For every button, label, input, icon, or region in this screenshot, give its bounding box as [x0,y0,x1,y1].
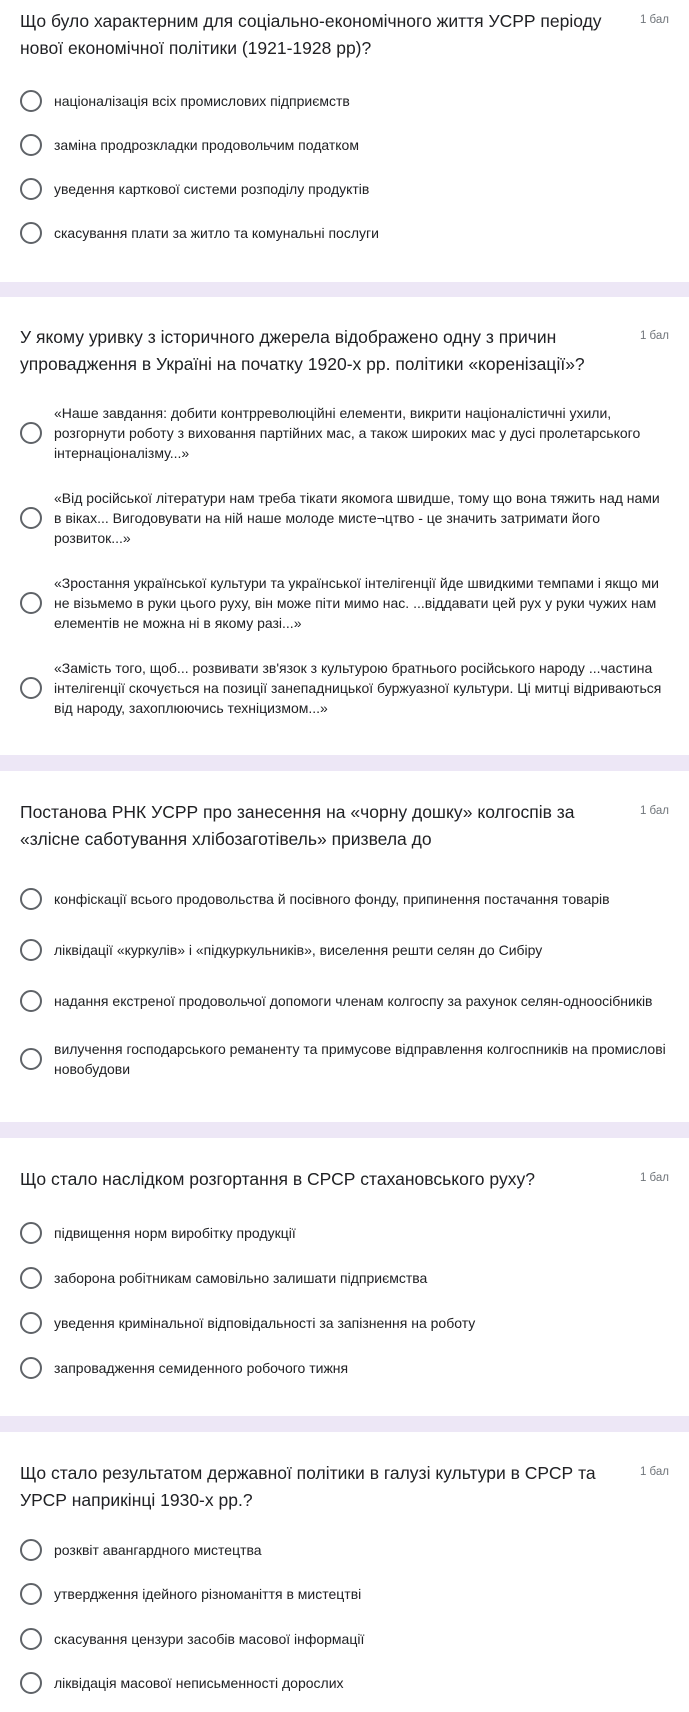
answer-option[interactable] [20,1312,669,1334]
answer-option[interactable] [20,1357,669,1379]
option-label: підвищення норм виробітку продукції [54,1225,296,1241]
question-card-5 [0,1432,689,1712]
radio-button[interactable] [20,939,42,961]
radio-button[interactable] [20,1583,42,1605]
option-label: ліквідація масової неписьменності дорослих [54,1675,344,1691]
option-label: «Наше завдання: добити контрреволюційні елементи, викрити націоналістичні ухили, розгорнути роботу з виховання партійних мас, а також широких мас у дусі пролетарського інтернаціоналізму...» [54,405,641,461]
option-label: уведення кримінальної відповідальності за запізнення на роботу [54,1315,476,1331]
radio-button[interactable] [20,134,42,156]
question-title: Що стало наслідком розгортання в СРСР стахановського руху? [20,1169,535,1189]
radio-button[interactable] [20,592,42,614]
answer-option[interactable] [20,658,669,718]
answer-option[interactable] [20,573,669,633]
option-label: утвердження ідейного різноманіття в мистецтві [54,1586,362,1602]
option-label: конфіскації всього продовольства й посівного фонду, припинення постачання товарів [54,891,610,907]
answer-option[interactable] [20,1628,669,1650]
answer-option[interactable] [20,1672,669,1694]
radio-button[interactable] [20,90,42,112]
answer-option[interactable] [20,90,669,112]
radio-button[interactable] [20,222,42,244]
option-label: заборона робітникам самовільно залишати підприємства [54,1270,428,1286]
option-label: уведення карткової системи розподілу продуктів [54,181,370,197]
radio-button[interactable] [20,178,42,200]
option-label: скасування цензури засобів масової інформації [54,1631,365,1647]
option-label: «Від російської літератури нам треба тікати якомога швидше, тому що вона тяжить над нами в віках... Вигодовувати на ній наше молоде мисте¬цтво - це значить затримати його розвиток...» [54,490,660,546]
radio-button[interactable] [20,677,42,699]
points-label: 1 бал [639,330,669,342]
question-card-1 [0,0,689,282]
answer-option[interactable] [20,222,669,244]
answer-option[interactable] [20,178,669,200]
answer-option[interactable] [20,879,669,919]
option-label: надання екстреної продовольчої допомоги членам колгоспу за рахунок селян-одноосібників [54,993,653,1009]
option-label: «Замість того, щоб... розвивати зв'язок з культурою братнього російського народу ...частина інтелігенції скочується на позиції занепадницької буржуазної культури. Ці митці відриваються від народу, захоплюючись техніцизмом...» [54,660,662,716]
question-title: Що стало результатом державної політики в галузі культури в СРСР та УРСР наприкінці 1930-х рр.? [20,1463,596,1510]
question-card-4 [0,1138,689,1416]
radio-button[interactable] [20,1357,42,1379]
option-label: розквіт авангардного мистецтва [54,1542,262,1558]
answer-option[interactable] [20,1267,669,1289]
points-label: 1 бал [639,805,669,817]
points-label: 1 бал [639,14,669,26]
points-label: 1 бал [639,1466,669,1478]
radio-button[interactable] [20,1222,42,1244]
option-label: заміна продрозкладки продовольчим податком [54,137,359,153]
option-label: вилучення господарського реманенту та примусове відправлення колгоспників на промислові новобудови [54,1041,666,1077]
answer-option[interactable] [20,488,669,548]
option-label: запровадження семиденного робочого тижня [54,1360,349,1376]
answer-option[interactable] [20,403,669,463]
answer-option[interactable] [20,939,669,961]
option-label: «Зростання української культури та української інтелігенції йде швидкими темпами і якщо ми не візьмемо в руки цього руху, він може піти мимо нас. ...віддавати цей рух у руки чужих нам елементів не можна ні в якому разі...» [54,575,659,631]
radio-button[interactable] [20,990,42,1012]
question-title: Постанова РНК УСРР про занесення на «чорну дошку» колгоспів за «злісне саботування хлібозаготівель» призвела до [20,802,575,849]
radio-button[interactable] [20,888,42,910]
points-label: 1 бал [639,1172,669,1184]
answer-option[interactable] [20,1039,669,1079]
answer-option[interactable] [20,981,669,1021]
radio-button[interactable] [20,1539,42,1561]
radio-button[interactable] [20,1048,42,1070]
answer-option[interactable] [20,1539,669,1561]
question-title: У якому уривку з історичного джерела відображено одну з причин упровадження в Україні на початку 1920-х рр. політики «коренізації»? [20,327,585,374]
answer-option[interactable] [20,134,669,156]
radio-button[interactable] [20,507,42,529]
question-card-2 [0,297,689,755]
question-card-3 [0,771,689,1122]
radio-button[interactable] [20,1628,42,1650]
radio-button[interactable] [20,422,42,444]
radio-button[interactable] [20,1672,42,1694]
option-label: скасування плати за житло та комунальні послуги [54,225,379,241]
answer-option[interactable] [20,1583,669,1605]
question-title: Що було характерним для соціально-економічного життя УСРР періоду нової економічної політики (1921-1928 рр)? [20,11,602,58]
option-label: ліквідації «куркулів» і «підкуркульників», виселення решти селян до Сибіру [54,942,543,958]
answer-option[interactable] [20,1222,669,1244]
radio-button[interactable] [20,1312,42,1334]
radio-button[interactable] [20,1267,42,1289]
option-label: націоналізація всіх промислових підприємств [54,93,350,109]
